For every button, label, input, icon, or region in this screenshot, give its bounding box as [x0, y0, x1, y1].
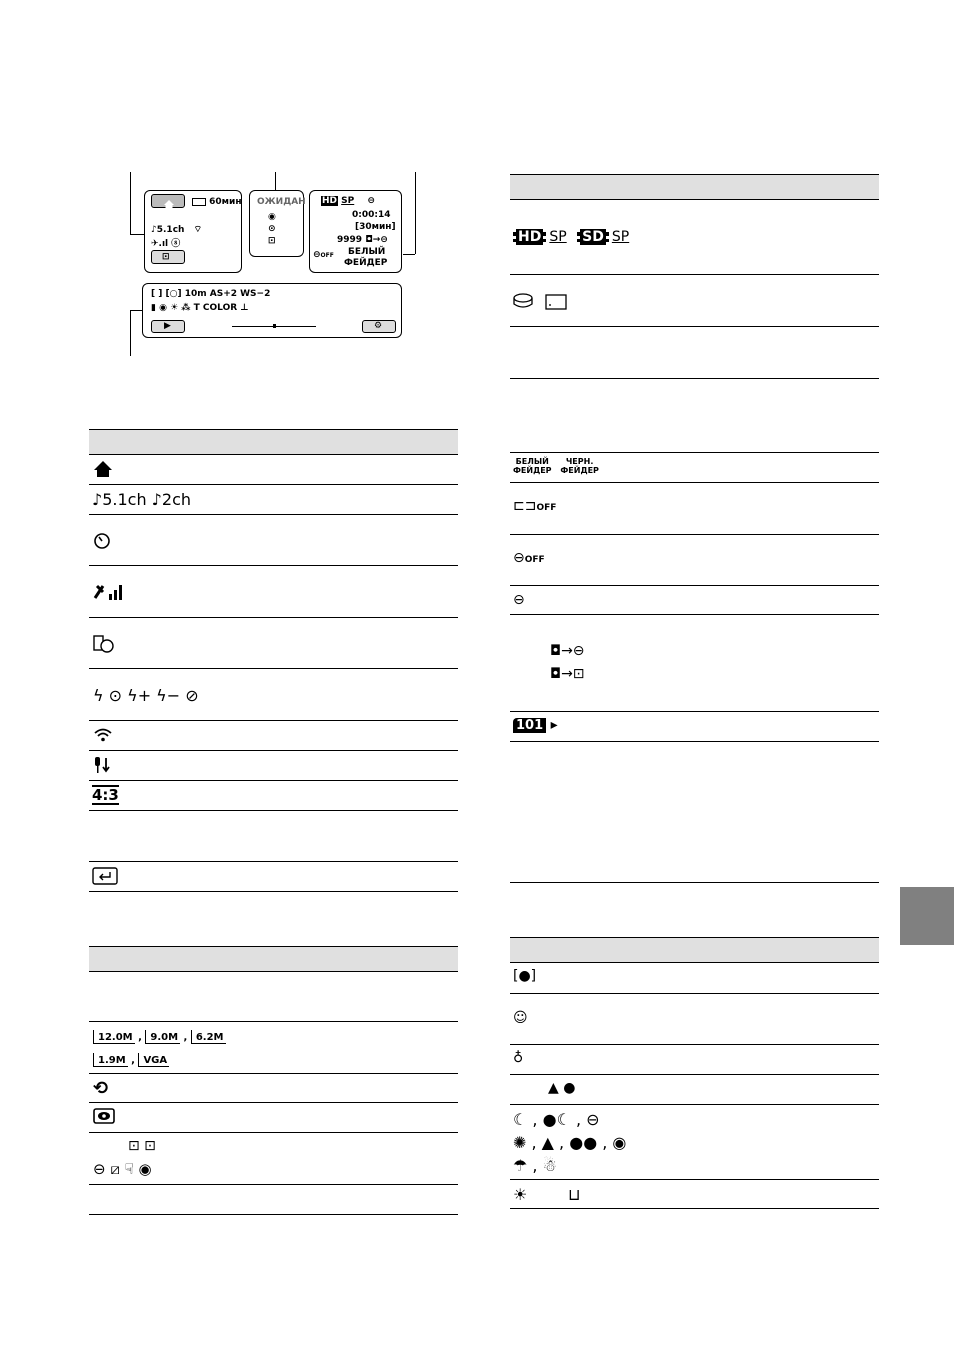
fader-label-bottom: ФЕЙДЕР — [344, 258, 388, 268]
sun-icon: ☀ — [513, 1185, 528, 1204]
side-tab — [900, 887, 954, 945]
smile-icon: ☺ — [513, 1010, 528, 1026]
time-counter: 0:00:14 — [352, 210, 391, 220]
face-frame-icon: [●] — [513, 968, 537, 984]
playback-button[interactable]: ▶ — [151, 320, 185, 333]
camera-icon: ◉ — [268, 212, 276, 222]
eye-icon: ⊙ — [268, 224, 276, 234]
fader-icons: БЕЛЫЙ ФЕЙДЕР ЧЕРН. ФЕЙДЕР — [513, 457, 599, 475]
audio-indicator: ♪5.1ch ⌔ — [151, 225, 203, 235]
scene-icons-row3: ☂ , ☃ — [513, 1156, 557, 1175]
hd-sd-icons: HD SP SD SP — [513, 229, 629, 245]
fade-off-icon: ⊖OFF — [313, 250, 334, 260]
backlight-icon: ⊔ — [568, 1185, 581, 1204]
media-icons — [513, 292, 569, 310]
hdd-icon: ⊖ — [513, 592, 525, 608]
landscape-portrait-icons: ▲ ● — [548, 1080, 576, 1096]
audio-mode-icons: ♪5.1ch ♪2ch — [92, 490, 192, 509]
aspect-ratio-icon: 4:3 — [92, 786, 119, 804]
home-button[interactable] — [151, 194, 185, 208]
eye-box-icon — [93, 1108, 115, 1124]
hd-sp-indicator: HD SP ⊖ — [322, 196, 375, 206]
gps-signal-icon — [93, 582, 123, 602]
image-size-icons: 12.0M , 9.0M , 6.2M — [93, 1032, 226, 1043]
face-index-icon — [93, 634, 115, 654]
photo-count: 9999 ◘→⊖ — [337, 235, 388, 245]
battery-indicator: 60мин — [192, 197, 242, 207]
fade-off-icon: ⊖OFF — [513, 550, 545, 566]
scene-icons-row2: ✺ , ▲ , ●● , ◉ — [513, 1133, 627, 1152]
photo-to-card-icon: ◘→⊡ — [550, 666, 585, 682]
menu-button[interactable]: ⚙ — [362, 320, 396, 333]
face-index-button[interactable]: ⊡ — [151, 250, 185, 264]
zoom-slider-knob[interactable] — [273, 324, 276, 328]
table-header — [510, 174, 879, 200]
wireless-icon — [93, 727, 113, 743]
flash-icons: ϟ ⊙ ϟ+ ϟ− ⊘ — [93, 686, 199, 705]
bottom-row1: [ ] [○] 10m AS+2 WS−2 — [151, 289, 271, 299]
folder-icon: 101 ▸ — [513, 717, 558, 733]
mic-box-icons: ⊡ ⊡ — [128, 1138, 156, 1154]
image-size-icons-2: 1.9M , VGA — [93, 1055, 169, 1066]
self-timer-icon — [93, 531, 111, 549]
table-header — [510, 937, 879, 963]
fader-label-top: БЕЛЫЙ — [348, 247, 386, 257]
gps-icon: ✈.ıl ⓢ — [151, 239, 181, 249]
scene-icons-row1: ☾ , ●☾ , ⊖ — [513, 1110, 600, 1129]
light-off-icon: ⊏⊐OFF — [513, 498, 557, 514]
remaining-time: [30мин] — [355, 222, 396, 232]
mic-level-icon — [93, 756, 113, 774]
photo-to-hdd-icon: ◘→⊖ — [550, 643, 585, 659]
standby-status: ОЖИДАН — [257, 197, 306, 207]
return-icon — [92, 867, 118, 885]
candle-icon: ♁ — [513, 1050, 524, 1066]
warning-icons: ⊖ ⧄ ☟ ◉ — [93, 1160, 152, 1178]
mic-icon: ⊡ — [268, 236, 276, 246]
home-icon — [93, 460, 113, 478]
repeat-icon: ⟲ — [93, 1078, 109, 1099]
bottom-row2: ▮ ◉ ☀ ⁂ T COLOR ⊥ — [151, 303, 249, 313]
table-header — [89, 946, 458, 972]
table-header — [89, 429, 458, 455]
